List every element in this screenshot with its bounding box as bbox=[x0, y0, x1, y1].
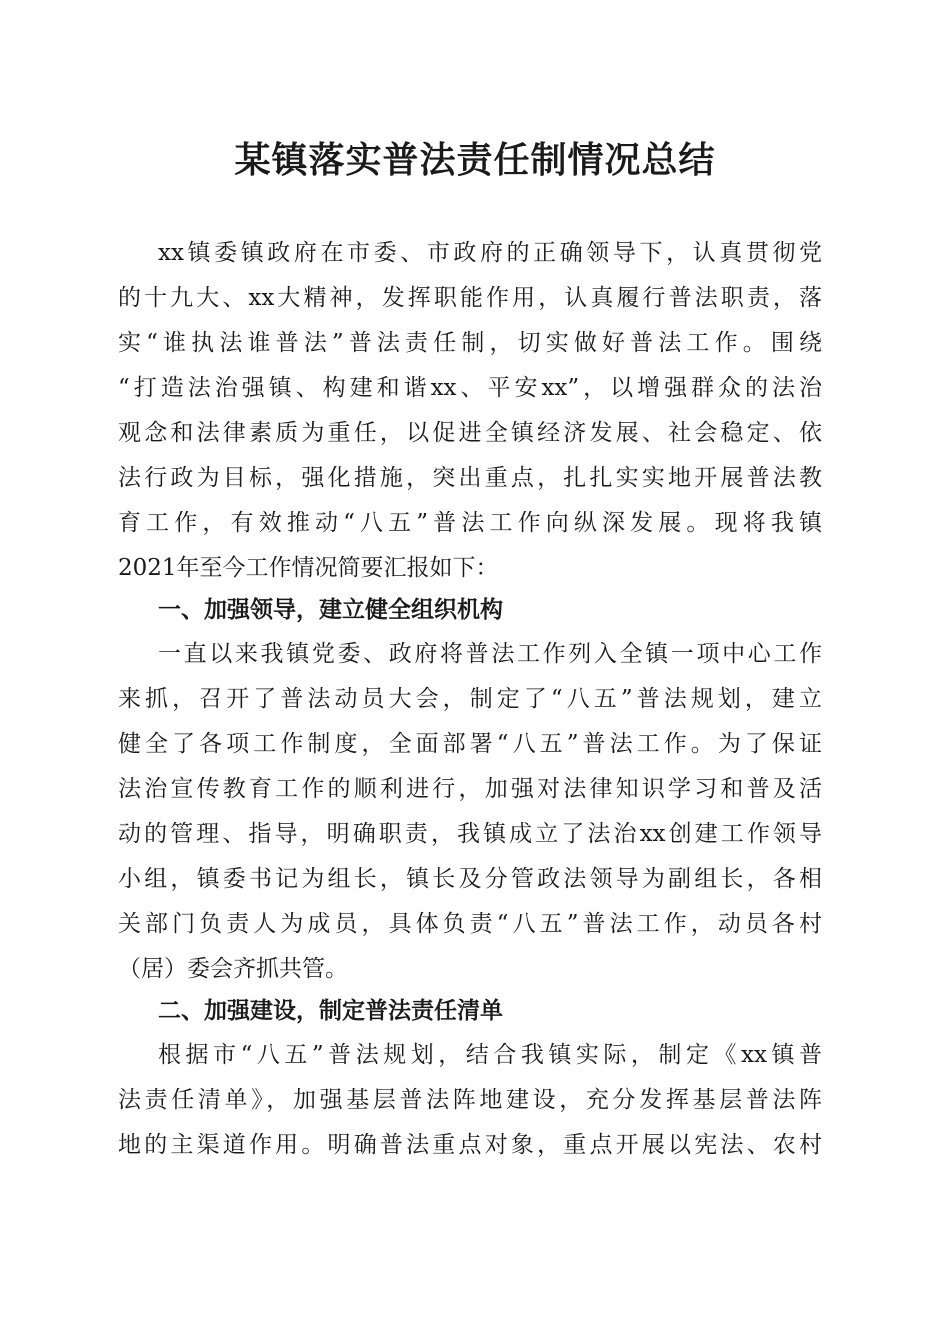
paragraph-line: 一直以来我镇党委、政府将普法工作列入全镇一项中心工作 bbox=[158, 641, 822, 667]
paragraph-line: 来抓，召开了普法动员大会，制定了“八五”普法规划，建立 bbox=[118, 686, 822, 712]
paragraph-line: 的十九大、xx大精神，发挥职能作用，认真履行普法职责，落 bbox=[118, 285, 822, 311]
section-1-paragraph bbox=[118, 632, 822, 992]
section-2-paragraph bbox=[118, 1033, 822, 1168]
paragraph-line: 法行政为目标，强化措施，突出重点，扎扎实实地开展普法教 bbox=[118, 465, 822, 491]
paragraph-line: 根据市“八五”普法规划，结合我镇实际，制定《xx镇普 bbox=[158, 1042, 822, 1068]
paragraph-line: 动的管理、指导，明确职责，我镇成立了法治xx创建工作领导 bbox=[118, 821, 822, 847]
paragraph-line: “打造法治强镇、构建和谐xx、平安xx”，以增强群众的法治 bbox=[118, 375, 822, 401]
section-heading-2: 二、加强建设，制定普法责任清单 bbox=[158, 998, 503, 1024]
paragraph-line: 实“谁执法谁普法”普法责任制，切实做好普法工作。围绕 bbox=[118, 330, 822, 356]
paragraph-line: 法责任清单》，加强基层普法阵地建设，充分发挥基层普法阵 bbox=[118, 1087, 822, 1113]
intro-paragraph bbox=[118, 231, 822, 591]
paragraph-line: 法治宣传教育工作的顺利进行，加强对法律知识学习和普及活 bbox=[118, 776, 822, 802]
paragraph-line: 育工作，有效推动“八五”普法工作向纵深发展。现将我镇 bbox=[118, 510, 822, 536]
paragraph-line: 健全了各项工作制度，全面部署“八五”普法工作。为了保证 bbox=[118, 731, 822, 757]
paragraph-line: 地的主渠道作用。明确普法重点对象，重点开展以宪法、农村 bbox=[118, 1132, 822, 1158]
paragraph-line: xx镇委镇政府在市委、市政府的正确领导下，认真贯彻党 bbox=[158, 240, 822, 266]
document-title: 某镇落实普法责任制情况总结 bbox=[234, 139, 716, 181]
paragraph-line: 2021年至今工作情况简要汇报如下： bbox=[118, 555, 499, 581]
paragraph-line: （居）委会齐抓共管。 bbox=[118, 956, 348, 982]
paragraph-line: 观念和法律素质为重任，以促进全镇经济发展、社会稳定、依 bbox=[118, 420, 822, 446]
paragraph-line: 关部门负责人为成员，具体负责“八五”普法工作，动员各村 bbox=[118, 911, 822, 937]
section-heading-1: 一、加强领导，建立健全组织机构 bbox=[158, 597, 503, 623]
paragraph-line: 小组，镇委书记为组长，镇长及分管政法领导为副组长，各相 bbox=[118, 866, 822, 892]
